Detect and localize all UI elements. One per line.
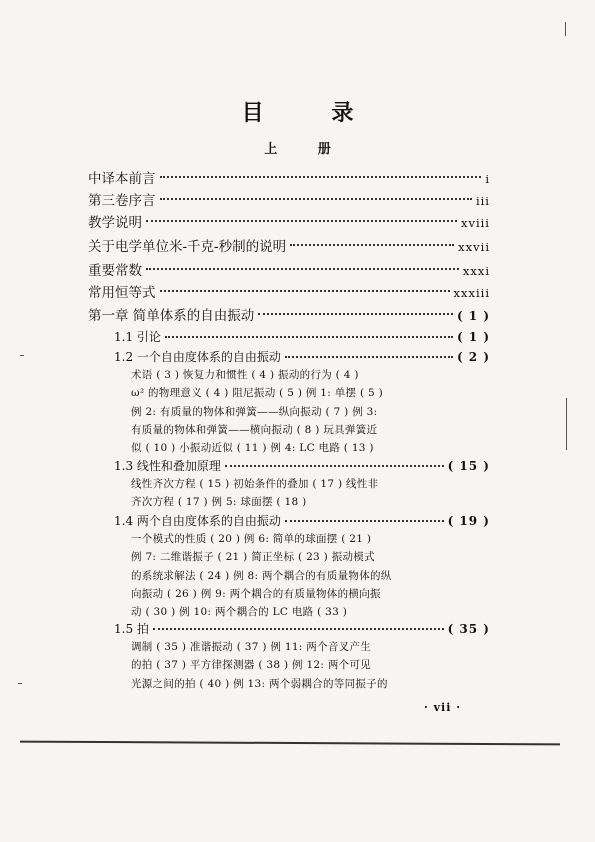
toc-section[interactable] bbox=[114, 328, 490, 345]
section-label: 1.1 引论 bbox=[114, 330, 161, 344]
toc-entry-page: xxvii bbox=[458, 240, 490, 254]
toc-entry-label: 关于电学单位米-千克-秒制的说明 bbox=[88, 239, 287, 255]
subtopic-line: 例 7: 二维谐振子 ( 21 ) 简正坐标 ( 23 ) 振动模式 bbox=[131, 551, 375, 564]
toc-entry[interactable] bbox=[88, 259, 490, 279]
dot-leader bbox=[165, 336, 453, 338]
toc-entry[interactable] bbox=[88, 167, 490, 187]
scan-margin-mark bbox=[18, 683, 22, 684]
chapter-label: 第一章 简单体系的自由振动 bbox=[88, 308, 255, 324]
toc-entry-label: 中译本前言 bbox=[88, 171, 156, 187]
toc-entry-label: 重要常数 bbox=[88, 263, 142, 279]
section-page: ( 35 ) bbox=[447, 622, 490, 636]
toc-section[interactable] bbox=[114, 348, 490, 365]
subtopic-line: 的系统求解法 ( 24 ) 例 8: 两个耦合的有质量物体的纵 bbox=[131, 569, 392, 582]
toc-section[interactable] bbox=[114, 457, 490, 474]
scan-margin-mark bbox=[20, 355, 24, 356]
scan-edge-line bbox=[20, 741, 560, 746]
chapter-page: ( 1 ) bbox=[456, 309, 490, 323]
section-page: ( 19 ) bbox=[447, 514, 490, 528]
section-label: 1.4 两个自由度体系的自由振动 bbox=[114, 514, 281, 528]
section-subtopics bbox=[131, 366, 466, 457]
scan-margin-mark bbox=[566, 398, 567, 450]
subtopic-line: 齐次方程 ( 17 ) 例 5: 球面摆 ( 18 ) bbox=[131, 496, 307, 509]
dot-leader bbox=[153, 628, 444, 630]
toc-entry-page: xviii bbox=[460, 216, 490, 230]
toc-section[interactable] bbox=[114, 620, 490, 637]
dot-leader bbox=[146, 220, 457, 222]
subtopic-line: 动 ( 30 ) 例 10: 两个耦合的 LC 电路 ( 33 ) bbox=[131, 606, 348, 619]
dot-leader bbox=[285, 356, 453, 358]
toc-entry-page: xxxiii bbox=[453, 286, 490, 300]
subtopic-line: 向振动 ( 26 ) 例 9: 两个耦合的有质量物体的横向振 bbox=[131, 587, 381, 600]
subtopic-line: 一个模式的性质 ( 20 ) 例 6: 简单的球面摆 ( 21 ) bbox=[131, 533, 372, 545]
dot-leader bbox=[290, 244, 454, 246]
toc-entry-label: 常用恒等式 bbox=[88, 285, 156, 301]
section-subtopics bbox=[131, 638, 466, 693]
section-label: 1.5 拍 bbox=[114, 622, 149, 636]
section-page: ( 2 ) bbox=[456, 350, 490, 364]
subtopic-line: 例 2: 有质量的物体和弹簧——纵向振动 ( 7 ) 例 3: bbox=[131, 405, 378, 418]
volume-heading: 上 册 bbox=[264, 142, 349, 157]
subtopic-line: 光源之间的拍 ( 40 ) 例 13: 两个弱耦合的等同振子的 bbox=[131, 677, 388, 690]
dot-leader bbox=[160, 198, 472, 200]
toc-entry-page: iii bbox=[475, 194, 490, 208]
dot-leader bbox=[160, 176, 482, 178]
section-page: ( 15 ) bbox=[447, 459, 490, 473]
section-subtopics bbox=[131, 530, 466, 621]
toc-section[interactable] bbox=[114, 512, 490, 529]
subtopic-line: 有质量的物体和弹簧——横向振动 ( 8 ) 玩具弹簧近 bbox=[131, 423, 378, 436]
toc-entry-label: 第三卷序言 bbox=[88, 193, 156, 209]
dot-leader bbox=[225, 465, 444, 467]
subtopic-line: 线性齐次方程 ( 15 ) 初始条件的叠加 ( 17 ) 线性非 bbox=[131, 478, 379, 490]
section-label: 1.3 线性和叠加原理 bbox=[114, 459, 221, 473]
dot-leader bbox=[258, 313, 453, 315]
toc-entry-label: 教学说明 bbox=[88, 215, 142, 231]
dot-leader bbox=[285, 520, 444, 522]
section-label: 1.2 一个自由度体系的自由振动 bbox=[114, 350, 281, 364]
scan-margin-mark bbox=[565, 22, 566, 36]
toc-entry[interactable] bbox=[88, 281, 490, 301]
toc-entry[interactable] bbox=[88, 189, 490, 209]
toc-entry[interactable] bbox=[88, 235, 490, 255]
subtopic-line: 似 ( 10 ) 小振动近似 ( 11 ) 例 4: LC 电路 ( 13 ) bbox=[131, 442, 374, 455]
subtopic-line: ω² 的物理意义 ( 4 ) 阻尼振动 ( 5 ) 例 1: 单摆 ( 5 ) bbox=[131, 387, 384, 400]
dot-leader bbox=[160, 290, 450, 292]
subtopic-line: 术语 ( 3 ) 恢复力和惯性 ( 4 ) 振动的行为 ( 4 ) bbox=[131, 369, 359, 381]
page-number: · vii · bbox=[424, 701, 462, 714]
section-subtopics bbox=[131, 475, 466, 512]
dot-leader bbox=[146, 268, 459, 270]
section-page: ( 1 ) bbox=[456, 330, 490, 344]
toc-entry-page: xxxi bbox=[462, 264, 490, 278]
toc-chapter[interactable] bbox=[88, 304, 490, 324]
toc-entry[interactable] bbox=[88, 211, 490, 231]
subtopic-line: 的拍 ( 37 ) 平方律探测器 ( 38 ) 例 12: 两个可见 bbox=[131, 659, 372, 672]
toc-entry-page: i bbox=[485, 172, 490, 186]
subtopic-line: 调制 ( 35 ) 准谐振动 ( 37 ) 例 11: 两个音叉产生 bbox=[131, 641, 372, 653]
page-title: 目 录 bbox=[241, 100, 384, 126]
